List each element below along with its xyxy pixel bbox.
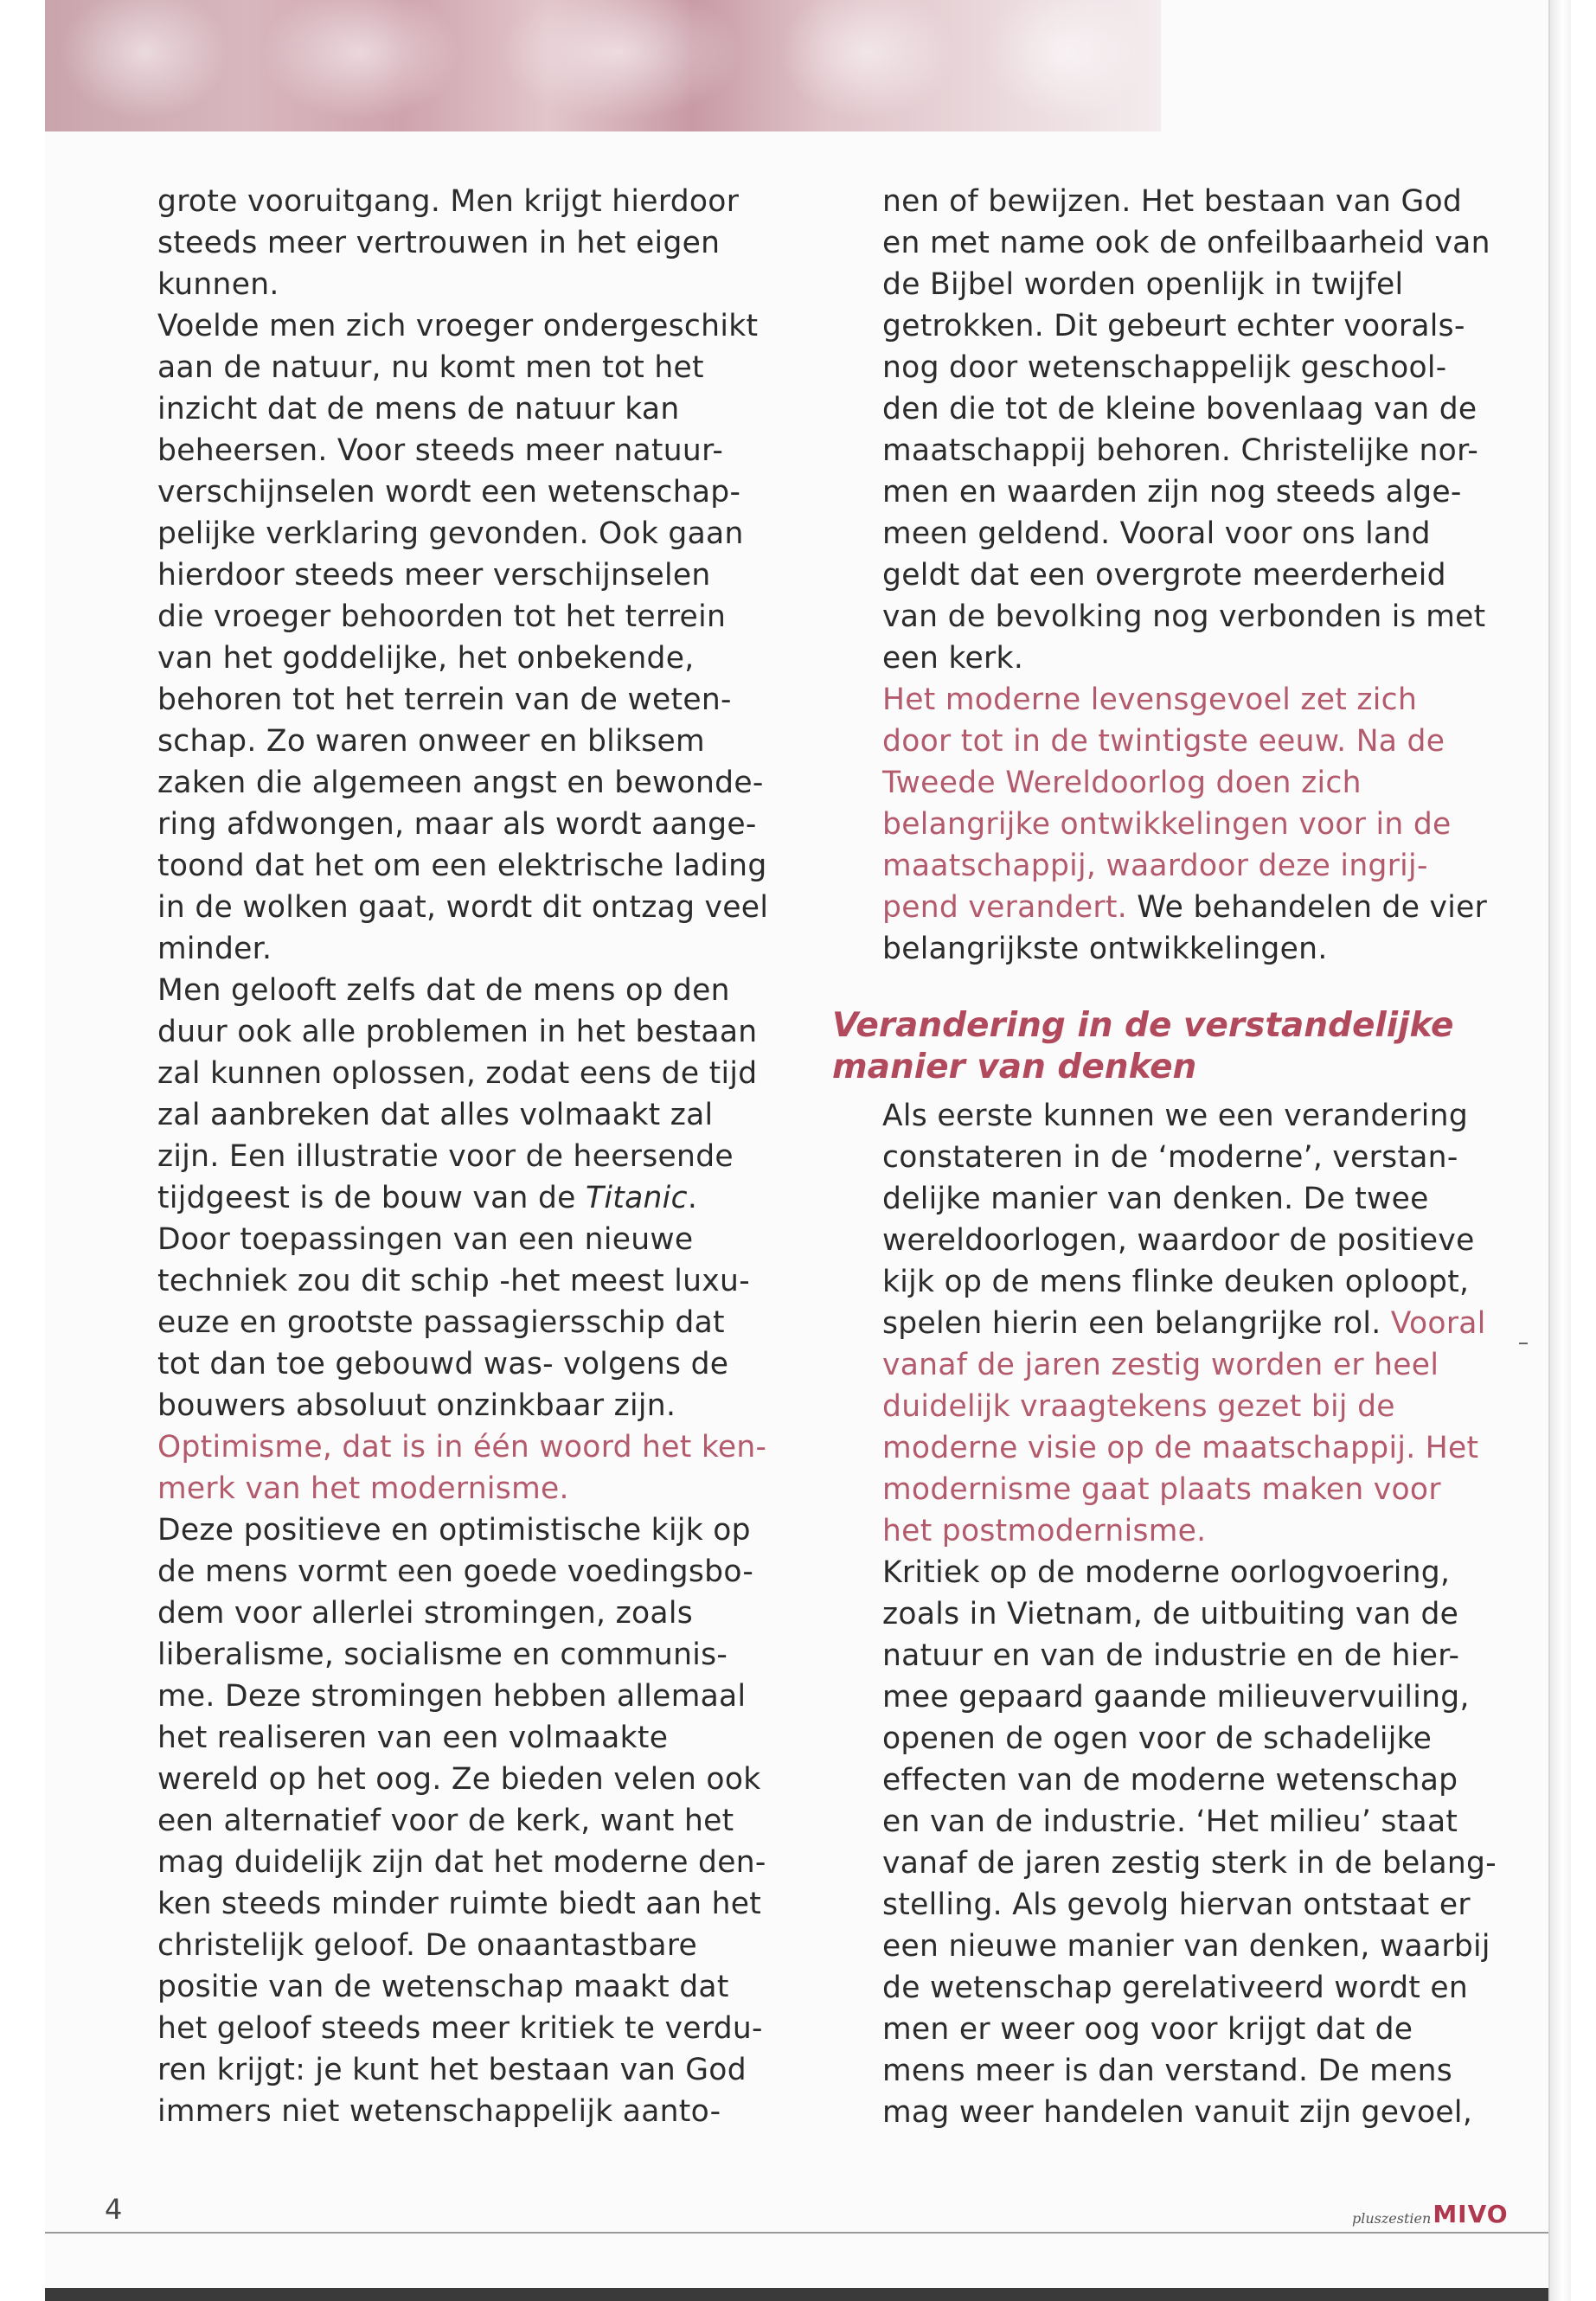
- body-text: behoren tot het terrein van de weten-: [157, 683, 732, 717]
- text-line: [882, 887, 1505, 928]
- text-line: [157, 554, 780, 596]
- body-text: immers niet wetenschappelijk aanto-: [157, 2094, 721, 2129]
- text-line: [157, 1219, 780, 1260]
- text-line: [882, 305, 1505, 347]
- text-line: [882, 181, 1505, 222]
- body-text: spelen hierin een belangrijke rol.: [882, 1306, 1391, 1341]
- body-text: beheersen. Voor steeds meer natuur-: [157, 433, 724, 468]
- text-line: [882, 1926, 1505, 1967]
- text-line: [157, 596, 780, 638]
- section-heading-line: manier van denken: [832, 1048, 1197, 1086]
- text-line: [157, 513, 780, 554]
- text-line: [882, 347, 1505, 388]
- body-text: minder.: [157, 932, 272, 966]
- body-text: een kerk.: [882, 641, 1024, 676]
- body-text: dem voor allerlei stromingen, zoals: [157, 1596, 694, 1631]
- text-line: [157, 1551, 780, 1593]
- text-line: [157, 181, 780, 222]
- text-line: [157, 2049, 780, 2091]
- body-text: zal aanbreken dat alles volmaakt zal: [157, 1098, 714, 1132]
- text-line: [157, 679, 780, 721]
- body-text: christelijk geloof. De onaantastbare: [157, 1928, 698, 1963]
- text-line: [157, 430, 780, 471]
- text-line: [157, 1260, 780, 1302]
- text-line: [882, 264, 1505, 305]
- body-text: positie van de wetenschap maakt dat: [157, 1970, 729, 2004]
- text-line: [882, 1843, 1505, 1884]
- banner-photo-1: [45, 0, 244, 131]
- text-line: [882, 513, 1505, 554]
- highlighted-text: pend verandert.: [882, 890, 1127, 925]
- body-text: Voelde men zich vroeger ondergeschikt: [157, 309, 759, 343]
- body-text: aan de natuur, nu komt men tot het: [157, 350, 704, 385]
- body-text: constateren in de ‘moderne’, verstan-: [882, 1140, 1458, 1175]
- body-text: getrokken. Dit gebeurt echter voorals-: [882, 309, 1465, 343]
- text-line: [882, 1427, 1505, 1469]
- banner-photo-3: [478, 0, 763, 131]
- text-line: [157, 1343, 780, 1385]
- body-text: bouwers absoluut onzinkbaar zijn.: [157, 1388, 676, 1423]
- body-text: ring afdwongen, maar als wordt aange-: [157, 807, 757, 842]
- body-text: een alternatief voor de kerk, want het: [157, 1804, 734, 1838]
- text-line: [157, 264, 780, 305]
- text-line: [882, 1261, 1505, 1303]
- banner-photo-4: [763, 0, 971, 131]
- text-line: [157, 347, 780, 388]
- text-line: [157, 1800, 780, 1842]
- text-line: [882, 804, 1505, 845]
- brand-logo: MIVO: [1433, 2200, 1509, 2228]
- body-text: schap. Zo waren onweer en bliksem: [157, 724, 705, 759]
- text-line: [882, 1676, 1505, 1718]
- highlighted-text: vanaf de jaren zestig worden er heel: [882, 1348, 1439, 1382]
- text-line: [157, 388, 780, 430]
- text-line: [882, 1718, 1505, 1759]
- text-line: [882, 1303, 1505, 1344]
- body-text: die vroeger behoorden tot het terrein: [157, 599, 727, 634]
- text-line: [157, 1177, 780, 1219]
- body-text: openen de ogen voor de schadelijke: [882, 1721, 1433, 1756]
- text-line: [882, 762, 1505, 804]
- text-line: [157, 1011, 780, 1053]
- section-heading-line: Verandering in de verstandelijke: [832, 1006, 1454, 1045]
- text-line: [882, 2092, 1505, 2133]
- body-text: verschijnselen wordt een wetenschap-: [157, 475, 741, 510]
- body-text: de Bijbel worden openlijk in twijfel: [882, 267, 1404, 302]
- body-text: natuur en van de industrie en de hier-: [882, 1638, 1460, 1673]
- text-line: [157, 222, 780, 264]
- text-line: [882, 638, 1505, 679]
- text-line: [157, 2091, 780, 2132]
- body-text: en met name ook de onfeilbaarheid van: [882, 226, 1490, 260]
- body-text: zoals in Vietnam, de uitbuiting van de: [882, 1597, 1459, 1631]
- body-text: Men gelooft zelfs dat de mens op den: [157, 973, 730, 1008]
- right-column-top: [882, 181, 1505, 970]
- highlighted-text: Tweede Wereldoorlog doen zich: [882, 766, 1362, 800]
- body-text: een nieuwe manier van denken, waarbij: [882, 1929, 1490, 1964]
- text-line: [882, 1137, 1505, 1178]
- text-line: [882, 471, 1505, 513]
- text-line: [157, 1136, 780, 1177]
- text-line: [882, 1967, 1505, 2009]
- body-text: mag duidelijk zijn dat het moderne den-: [157, 1845, 766, 1880]
- text-line: [882, 1344, 1505, 1386]
- text-line: [157, 1676, 780, 1717]
- text-line: [157, 1759, 780, 1800]
- body-text: nog door wetenschappelijk geschool-: [882, 350, 1447, 385]
- text-line: [157, 1094, 780, 1136]
- text-line: [157, 305, 780, 347]
- highlighted-text: Optimisme, dat is in één woord het ken-: [157, 1430, 767, 1465]
- text-line: [882, 1095, 1505, 1137]
- text-line: [882, 430, 1505, 471]
- text-line: [882, 845, 1505, 887]
- body-text: tijdgeest is de bouw van de: [157, 1181, 586, 1215]
- text-line: [157, 1593, 780, 1634]
- text-line: [157, 1385, 780, 1426]
- banner-photo-2: [244, 0, 478, 131]
- right-column-bottom: [882, 1095, 1505, 2133]
- text-line: [157, 845, 780, 887]
- text-line: [157, 1509, 780, 1551]
- text-line: [157, 471, 780, 513]
- body-text: ren krijgt: je kunt het bestaan van God: [157, 2053, 747, 2087]
- body-text: hierdoor steeds meer verschijnselen: [157, 558, 711, 593]
- body-text: wereldoorlogen, waardoor de positieve: [882, 1223, 1475, 1258]
- text-line: [882, 1469, 1505, 1510]
- text-line: [882, 2050, 1505, 2092]
- text-line: [882, 1510, 1505, 1552]
- footer-rule: [45, 2232, 1548, 2234]
- body-text: de wetenschap gerelativeerd wordt en: [882, 1971, 1469, 2005]
- text-line: [157, 721, 780, 762]
- page-spine: [1548, 0, 1571, 2301]
- text-line: [882, 928, 1505, 970]
- text-line: [157, 2008, 780, 2049]
- body-text: me. Deze stromingen hebben allemaal: [157, 1679, 747, 1714]
- text-line: [882, 679, 1505, 721]
- body-text: pelijke verklaring gevonden. Ook gaan: [157, 516, 744, 551]
- highlighted-text: maatschappij, waardoor deze ingrij-: [882, 849, 1428, 883]
- text-line: [157, 1053, 780, 1094]
- body-text: Door toepassingen van een nieuwe: [157, 1222, 694, 1257]
- text-line: [882, 1759, 1505, 1801]
- text-line: [882, 1801, 1505, 1843]
- body-text: kunnen.: [157, 267, 279, 302]
- body-text: inzicht dat de mens de natuur kan: [157, 392, 680, 426]
- body-text: vanaf de jaren zestig sterk in de belang-: [882, 1846, 1497, 1881]
- text-line: [882, 596, 1505, 638]
- body-text: delijke manier van denken. De twee: [882, 1182, 1429, 1216]
- text-line: [157, 762, 780, 804]
- body-text: belangrijkste ontwikkelingen.: [882, 932, 1328, 966]
- body-text: men en waarden zijn nog steeds alge-: [882, 475, 1462, 510]
- highlighted-text: belangrijke ontwikkelingen voor in de: [882, 807, 1452, 842]
- highlighted-text: Na de: [1346, 724, 1445, 759]
- body-text: stelling. Als gevolg hiervan ontstaat er: [882, 1888, 1471, 1922]
- text-line: [157, 1468, 780, 1509]
- highlighted-text: duidelijk vraagtekens gezet bij de: [882, 1389, 1395, 1424]
- body-text: grote vooruitgang. Men krijgt hierdoor: [157, 184, 740, 219]
- body-text: liberalisme, socialisme en communis-: [157, 1638, 728, 1672]
- body-text: wereld op het oog. Ze bieden velen ook: [157, 1762, 761, 1797]
- text-line: [882, 388, 1505, 430]
- body-text: maatschappij behoren. Christelijke nor-: [882, 433, 1479, 468]
- body-text: van het goddelijke, het onbekende,: [157, 641, 695, 676]
- text-line: [157, 1302, 780, 1343]
- text-line: [157, 804, 780, 845]
- highlighted-text: door tot in de twintigste eeuw.: [882, 724, 1347, 759]
- text-line: [157, 1883, 780, 1925]
- body-text: techniek zou dit schip -het meest luxu-: [157, 1264, 750, 1298]
- body-text: Deze positieve en optimistische kijk op: [157, 1513, 751, 1548]
- body-text: We behandelen de vier: [1127, 890, 1488, 925]
- text-line: [882, 1386, 1505, 1427]
- body-text: tot dan toe gebouwd was- volgens de: [157, 1347, 729, 1381]
- body-text: mag weer handelen vanuit zijn gevoel,: [882, 2095, 1473, 2130]
- text-line: [882, 554, 1505, 596]
- body-text: duur ook alle problemen in het bestaan: [157, 1015, 758, 1049]
- body-text: de mens vormt een goede voedingsbo-: [157, 1554, 754, 1589]
- body-text: meen geldend. Vooral voor ons land: [882, 516, 1431, 551]
- highlighted-text: Vooral: [1390, 1306, 1486, 1341]
- margin-mark: [1519, 1343, 1528, 1344]
- text-line: [882, 1884, 1505, 1926]
- page-number: 4: [105, 2193, 123, 2226]
- text-line: [157, 1426, 780, 1468]
- body-text: kijk op de mens flinke deuken oploopt,: [882, 1265, 1470, 1299]
- body-text: Als eerste kunnen we een verandering: [882, 1099, 1469, 1133]
- text-line: [157, 887, 780, 928]
- left-column: [157, 181, 780, 2132]
- body-text: nen of bewijzen. Het bestaan van God: [882, 184, 1463, 219]
- body-text: Titanic: [585, 1181, 688, 1215]
- text-line: [882, 1593, 1505, 1635]
- text-line: [882, 1220, 1505, 1261]
- body-text: in de wolken gaat, wordt dit ontzag veel: [157, 890, 769, 925]
- body-text: steeds meer vertrouwen in het eigen: [157, 226, 721, 260]
- text-line: [882, 222, 1505, 264]
- body-text: geldt dat een overgrote meerderheid: [882, 558, 1446, 593]
- highlighted-text: moderne visie op de maatschappij. Het: [882, 1431, 1479, 1465]
- publisher-logo: [1352, 2200, 1509, 2228]
- body-text: .: [687, 1181, 698, 1215]
- body-text: van de bevolking nog verbonden is met: [882, 599, 1486, 634]
- body-text: euze en grootste passagiersschip dat: [157, 1305, 725, 1340]
- body-text: mens meer is dan verstand. De mens: [882, 2054, 1453, 2088]
- body-text: zijn. Een illustratie voor de heersende: [157, 1139, 734, 1174]
- body-text: effecten van de moderne wetenschap: [882, 1763, 1458, 1798]
- body-text: het geloof steeds meer kritiek te verdu-: [157, 2011, 763, 2046]
- body-text: den die tot de kleine bovenlaag van de: [882, 392, 1477, 426]
- text-line: [157, 928, 780, 970]
- banner-photo-5: [971, 0, 1161, 131]
- highlighted-text: Het moderne levensgevoel zet zich: [882, 683, 1418, 717]
- section-heading: [832, 1005, 1490, 1088]
- text-line: [157, 1634, 780, 1676]
- body-text: zaken die algemeen angst en bewonde-: [157, 766, 764, 800]
- text-line: [157, 1925, 780, 1966]
- body-text: zal kunnen oplossen, zodat eens de tijd: [157, 1056, 758, 1091]
- highlighted-text: modernisme gaat plaats maken voor: [882, 1472, 1441, 1507]
- bottom-edge: [45, 2288, 1548, 2301]
- body-text: ken steeds minder ruimte biedt aan het: [157, 1887, 762, 1921]
- text-line: [157, 970, 780, 1011]
- text-line: [157, 1842, 780, 1883]
- text-line: [157, 1966, 780, 2008]
- text-line: [157, 1717, 780, 1759]
- text-line: [882, 1552, 1505, 1593]
- body-text: en van de industrie. ‘Het milieu’ staat: [882, 1804, 1458, 1839]
- body-text: Kritiek op de moderne oorlogvoering,: [882, 1555, 1451, 1590]
- body-text: toond dat het om een elektrische lading: [157, 849, 767, 883]
- highlighted-text: het postmodernisme.: [882, 1514, 1207, 1548]
- highlighted-text: merk van het modernisme.: [157, 1471, 569, 1506]
- text-line: [882, 2009, 1505, 2050]
- text-line: [882, 1635, 1505, 1676]
- body-text: mee gepaard gaande milieuvervuiling,: [882, 1680, 1470, 1715]
- text-line: [882, 1178, 1505, 1220]
- text-line: [882, 721, 1505, 762]
- body-text: men er weer oog voor krijgt dat de: [882, 2012, 1413, 2047]
- body-text: het realiseren van een volmaakte: [157, 1721, 669, 1755]
- header-photo-banner: [45, 0, 1161, 131]
- brand-script: pluszestien: [1352, 2210, 1432, 2227]
- text-line: [157, 638, 780, 679]
